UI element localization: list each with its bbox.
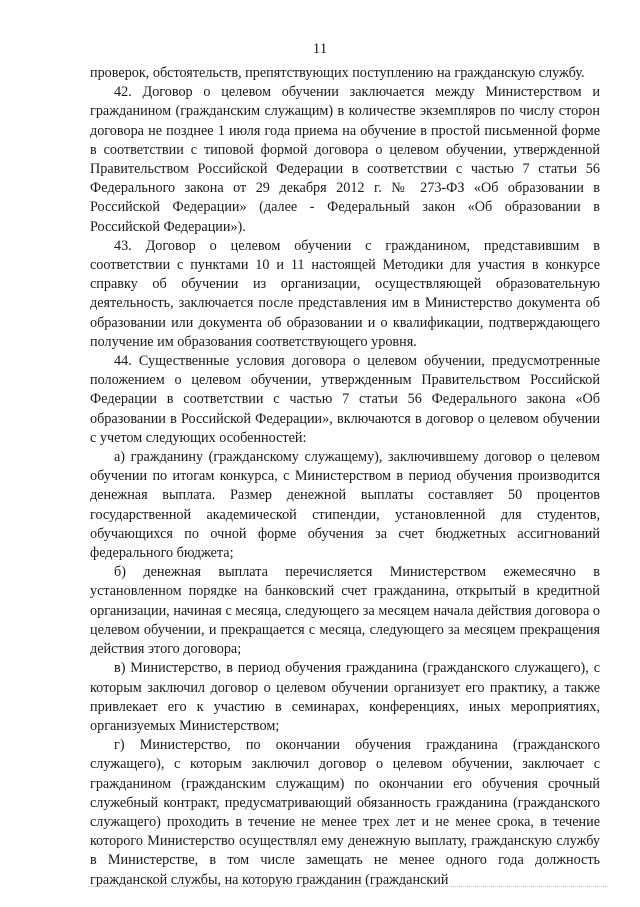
subparagraph-g: г) Министерство, по окончании обучения гражданина (гражданского служащего), с которым заключил договор о целевом обучении, заключает с гражданином (гражданским служащим) по окончании его обучения срочный служебный контракт, предусматривающий обязанность гражданина (гражданского служащего) проходить в течение не менее трех лет и не менее срока, в течение которого Министерство осуществлял ему денежную выплату, гражданскую службу в Министерстве, в том числе замещать не менее одного года должность гражданской службы, на которую гражданин (гражданский [90,737,600,888]
subparagraph-a: а) гражданину (гражданскому служащему), заключившему договор о целевом обучении по итогам конкурса, с Министерством в период обучения производится денежная выплата. Размер денежной выплаты составляет 50 процентов государственной академической стипендии, установленной для студентов, обучающихся по очной форме обучения за счет бюджетных ассигнований федерального бюджета; [90,449,600,562]
subparagraph-v: в) Министерство, в период обучения гражданина (гражданского служащего), с которым заключил договор о целевом обучении организует его практику, а также привлекает его к участию в семинарах, конференциях, иных мероприятиях, организуемых Министерством; [90,660,600,734]
page-number: 11 [312,41,328,57]
paragraph-continuation: проверок, обстоятельств, препятствующих поступлению на гражданскую службу. [90,65,585,81]
scan-edge-line [88,886,608,887]
paragraph-43: 43. Договор о целевом обучении с гражданином, представившим в соответствии с пунктами 10 и 11 настоящей Методики для участия в конкурсе справку об обучении из организации, осуществляющей образовательную деятельность, заключается после представления им в Министерство документа об образовании или документа об образовании и о квалификации, подтверждающего получение им образования соответствующего уровня. [90,237,600,350]
paragraph-44: 44. Существенные условия договора о целевом обучении, предусмотренные положением о целевом обучении, утвержденным Правительством Российской Федерации в соответствии с частью 7 статьи 56 Федерального закона «Об образовании в Российской Федерации», включаются в договор о целевом обучении с учетом следующих особенностей: [90,353,600,446]
subparagraph-b: б) денежная выплата перечисляется Министерством ежемесячно в установленном порядке на банковский счет гражданина, открытый в кредитной организации, начиная с месяца, следующего за месяцем начала действия договора о целевом обучении, и прекращается с месяца, следующего за месяцем прекращения действия этого договора; [90,564,600,658]
document-body [90,64,600,890]
paragraph-42: 42. Договор о целевом обучении заключается между Министерством и гражданином (гражданским служащим) в количестве экземпляров по числу сторон договора не позднее 1 июля года приема на обучение в простой письменной форме в соответствии с типовой формой договора о целевом обучении, утвержденной Правительством Российской Федерации в соответствии с частью 7 статьи 56 Федерального закона от 29 декабря 2012 г. № 273-ФЗ «Об образовании в Российской Федерации» (далее - Федеральный закон «Об образовании в Российской Федерации»). [90,84,600,235]
